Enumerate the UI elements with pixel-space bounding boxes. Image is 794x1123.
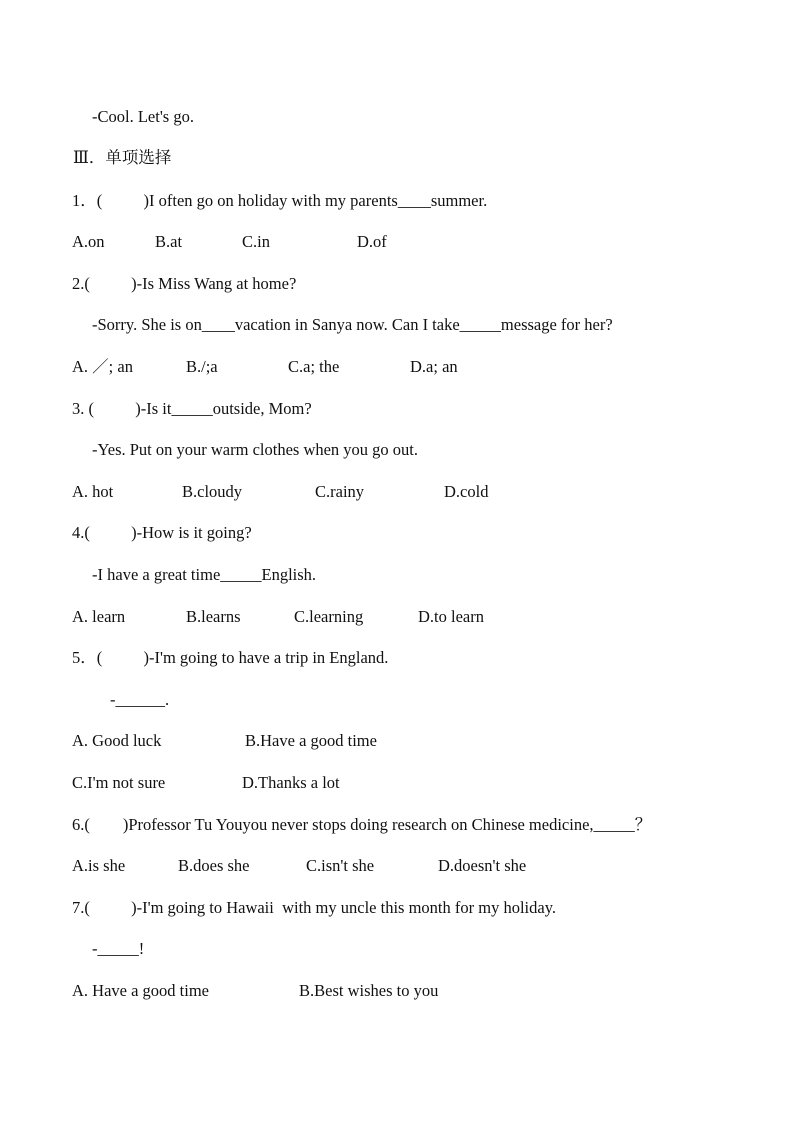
question-1-stem: 1．( )I often go on holiday with my parents____summer. — [72, 191, 488, 210]
question-5-option-c[interactable]: C.I'm not sure — [72, 773, 166, 792]
question-7-option-a[interactable]: A. Have a good time — [72, 981, 210, 1000]
question-4-stem: 4.( )-How is it going? — [72, 523, 252, 542]
question-4-reply: -I have a great time_____English. — [92, 565, 317, 584]
intro-reply: -Cool. Let's go. — [92, 107, 194, 126]
question-3-option-d[interactable]: D.cold — [444, 482, 489, 501]
question-1-option-a[interactable]: A.on — [72, 232, 105, 251]
question-7-reply: -_____! — [92, 939, 145, 958]
question-3-stem: 3. ( )-Is it_____outside, Mom? — [72, 399, 312, 418]
question-2-option-a[interactable]: A. ／; an — [72, 357, 133, 376]
question-2-stem: 2.( )-Is Miss Wang at home? — [72, 274, 297, 293]
question-7-option-b[interactable]: B.Best wishes to you — [299, 981, 439, 1000]
question-2-option-b[interactable]: B./;a — [186, 357, 218, 376]
question-1-option-b[interactable]: B.at — [155, 232, 183, 251]
question-2-option-c[interactable]: C.a; the — [288, 357, 340, 376]
question-5-option-b[interactable]: B.Have a good time — [245, 731, 377, 750]
question-6-option-b[interactable]: B.does she — [178, 856, 250, 875]
question-2-option-d[interactable]: D.a; an — [410, 357, 458, 376]
question-2-reply: -Sorry. She is on____vacation in Sanya now. Can I take_____message for her? — [92, 315, 613, 334]
question-1-option-c[interactable]: C.in — [242, 232, 270, 251]
question-3-reply: -Yes. Put on your warm clothes when you go out. — [92, 440, 419, 459]
question-5-stem: 5．( )-I'm going to have a trip in England. — [72, 648, 389, 667]
question-6-stem: 6.( )Professor Tu Youyou never stops doing research on Chinese medicine,_____？ — [72, 815, 652, 834]
question-5-option-a[interactable]: A. Good luck — [72, 731, 162, 750]
question-5-reply: -______. — [110, 690, 170, 709]
question-1-option-d[interactable]: D.of — [357, 232, 387, 251]
question-4-option-a[interactable]: A. learn — [72, 607, 126, 626]
question-4-option-b[interactable]: B.learns — [186, 607, 241, 626]
question-3-option-c[interactable]: C.rainy — [315, 482, 365, 501]
question-5-option-d[interactable]: D.Thanks a lot — [242, 773, 340, 792]
question-6-option-a[interactable]: A.is she — [72, 856, 126, 875]
section-title: Ⅲ．单项选择 — [73, 148, 172, 167]
question-6-option-d[interactable]: D.doesn't she — [438, 856, 527, 875]
question-3-option-a[interactable]: A. hot — [72, 482, 114, 501]
question-6-option-c[interactable]: C.isn't she — [306, 856, 375, 875]
question-7-stem: 7.( )-I'm going to Hawaii with my uncle this month for my holiday. — [72, 898, 557, 917]
question-3-option-b[interactable]: B.cloudy — [182, 482, 243, 501]
question-4-option-c[interactable]: C.learning — [294, 607, 364, 626]
question-4-option-d[interactable]: D.to learn — [418, 607, 484, 626]
